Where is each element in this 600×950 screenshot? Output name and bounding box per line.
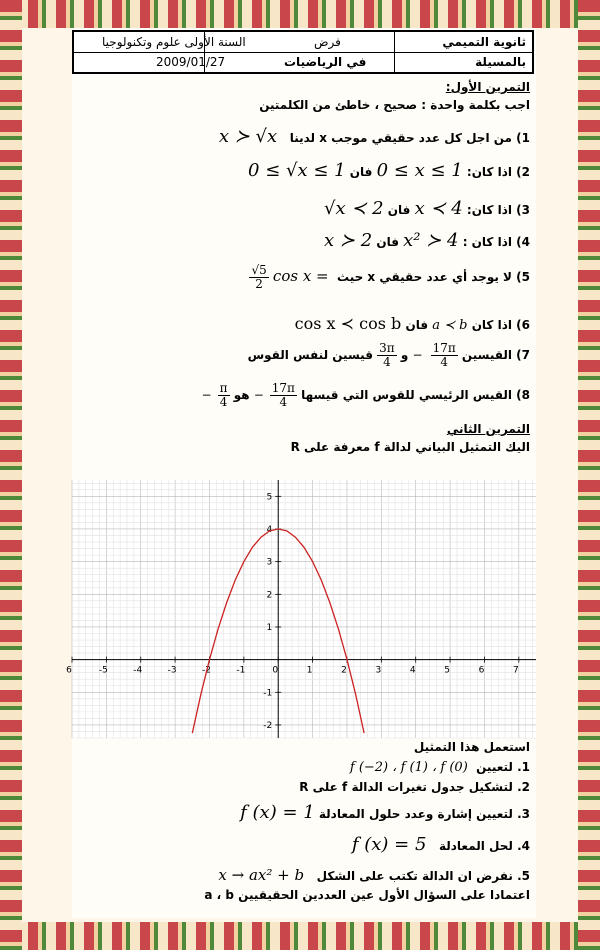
header-row-divider <box>74 52 532 53</box>
x-tick-label: -3 <box>167 665 177 676</box>
x-tick-label: 4 <box>409 665 416 676</box>
fraction-denominator: 4 <box>279 395 288 409</box>
fraction-numerator: π <box>219 381 228 395</box>
x-tick-label: 3 <box>375 665 382 676</box>
exercise-2-intro: اليك التمثيل البياني لدالة f معرفة على R <box>290 440 530 454</box>
fraction-sqrt5-over-2 <box>249 264 268 291</box>
task-5-text: 5. نفرض ان الدالة تكتب على الشكل <box>316 869 530 883</box>
exam-type: فرض <box>314 35 341 49</box>
fraction-denominator: 4 <box>440 355 448 369</box>
task-4-text: 4. لحل المعادلة <box>438 839 530 853</box>
question-1-math: x ≻ √x <box>218 126 278 147</box>
x-tick-label: -2 <box>201 665 211 676</box>
question-6-text: 6) اذا كان <box>471 318 530 332</box>
fraction-numerator: 3π <box>379 341 395 355</box>
fraction-3pi-over-4 <box>377 342 397 369</box>
question-3 <box>324 198 530 219</box>
fraction-denominator: 4 <box>383 355 391 369</box>
x-tick-label: -5 <box>98 665 108 676</box>
exercise-1-title: التمرين الأول: <box>445 80 530 94</box>
y-tick-label: -2 <box>263 720 273 731</box>
y-tick-label: 1 <box>266 622 273 633</box>
exam-date: 2009/01/27 <box>156 55 226 69</box>
question-4-text: 4) اذا كان : <box>462 235 530 249</box>
decorative-border-right <box>578 0 600 950</box>
question-6-math-result: cos x ≺ cos b <box>294 314 402 333</box>
exam-class: السنة الأولى علوم وتكنولوجيا <box>102 35 246 49</box>
task-4 <box>352 834 530 855</box>
question-2-math-result: 0 ≤ √x ≤ 1 <box>248 160 346 181</box>
function-graph <box>66 480 536 738</box>
question-7: 7) القيسين $\frac{17\pi}{4}$ − و $\frac{3\pi}{4}$ قيسين لنفس القوس <box>247 341 530 369</box>
fraction-numerator: 17π <box>271 381 295 395</box>
question-1 <box>219 126 530 147</box>
exam-subject: في الرياضيات <box>284 55 367 69</box>
fraction-denominator: 2 <box>255 277 263 291</box>
fraction-denominator: 4 <box>219 395 228 409</box>
fraction-numerator: 17π <box>432 341 456 355</box>
question-3-then: فان <box>387 203 411 217</box>
x-tick-label: -4 <box>133 665 143 676</box>
y-tick-label: 3 <box>266 557 273 568</box>
question-6 <box>295 314 530 333</box>
x-tick-label: 2 <box>341 665 347 676</box>
question-3-math: x ≺ 4 <box>414 198 463 219</box>
x-tick-label: 6 <box>478 665 485 676</box>
task-1 <box>350 760 530 775</box>
exam-header <box>72 30 534 74</box>
x-tick-label: 0 <box>272 665 279 676</box>
fraction-numerator: √5 <box>251 263 267 277</box>
school-name: ثانوية التميمي <box>442 35 526 49</box>
question-2-text: 2) اذا كان: <box>466 165 530 179</box>
question-8: 8) القيس الرئيسي للقوس التي قيسها $\frac{17\pi}{4}$ − هو $\frac{\pi}{4}$ − <box>201 381 530 409</box>
exercise-1-instruction: اجب بكلمة واحدة : صحيح ، خاطئ من الكلمتين <box>259 98 530 112</box>
task-3-text: 3. لتعيين إشارة وعدد حلول المعادلة <box>318 807 530 821</box>
question-3-math-result: √x ≺ 2 <box>323 198 384 219</box>
question-8-text: 8) القيس الرئيسي للقوس التي قيسها <box>301 388 530 402</box>
question-2 <box>248 160 530 181</box>
y-tick-label: 5 <box>266 492 273 503</box>
question-6-math: a ≺ b <box>432 318 468 333</box>
question-3-text: 3) اذا كان: <box>466 203 530 217</box>
question-5-text: 5) لا يوجد أي عدد حقيقي x حيث <box>336 270 530 284</box>
y-tick-label: -1 <box>263 688 273 699</box>
question-6-then: فان <box>405 318 429 332</box>
decorative-border-top <box>0 0 600 28</box>
question-8-is: هو <box>233 388 250 402</box>
fraction-minus-17pi-over-4 <box>431 342 458 369</box>
question-7-end: قيسين لنفس القوس <box>247 348 373 362</box>
question-2-then: فان <box>349 165 373 179</box>
question-7-and: و <box>400 348 409 362</box>
question-5 <box>249 264 530 291</box>
task-5-math: x → ax² + b <box>218 866 305 884</box>
graph-background <box>72 480 536 738</box>
question-4-math: x² ≻ 4 <box>403 230 459 251</box>
question-4-math-result: x ≻ 2 <box>324 230 373 251</box>
task-4-math: f (x) = 5 <box>351 834 427 855</box>
x-tick-label: 1 <box>306 665 313 676</box>
task-5 <box>218 866 530 884</box>
exercise-2-use: استعمل هذا التمثيل <box>413 740 530 754</box>
task-5-end: اعتمادا على السؤال الأول عين العددين الحقيقيين a ، b <box>204 888 530 902</box>
question-4 <box>324 230 530 251</box>
fraction-minus-17pi-over-4-arc <box>270 382 297 409</box>
question-4-then: فان <box>376 235 399 249</box>
exercise-2-title: التمرين الثاني <box>446 422 530 436</box>
x-tick-label: 5 <box>444 665 450 676</box>
school-city: بالمسيلة <box>475 55 526 69</box>
x-tick-label: -1 <box>236 665 246 676</box>
task-2: 2. لتشكيل جدول تغيرات الدالة f على R <box>299 780 530 794</box>
y-tick-label: 4 <box>266 524 273 535</box>
task-3 <box>240 802 530 823</box>
decorative-border-left <box>0 0 22 950</box>
question-1-text: 1) من اجل كل عدد حقيقي موجب x لدينا <box>289 131 530 145</box>
question-7-text: 7) القيسين <box>461 348 530 362</box>
x-tick-label: 6 <box>66 665 72 676</box>
task-1-math: f (−2) ، f (1) ، f (0) <box>349 760 468 775</box>
task-1-text: 1. لتعيين <box>476 760 530 774</box>
question-2-math: 0 ≤ x ≤ 1 <box>376 160 463 181</box>
question-5-math: cos x = <box>272 267 329 285</box>
decorative-border-bottom <box>0 922 600 950</box>
fraction-minus-pi-over-4 <box>218 382 230 409</box>
x-tick-label: 7 <box>512 665 519 676</box>
task-3-math: f (x) = 1 <box>240 802 315 823</box>
header-col-divider <box>394 32 395 72</box>
y-tick-label: 2 <box>266 590 273 601</box>
